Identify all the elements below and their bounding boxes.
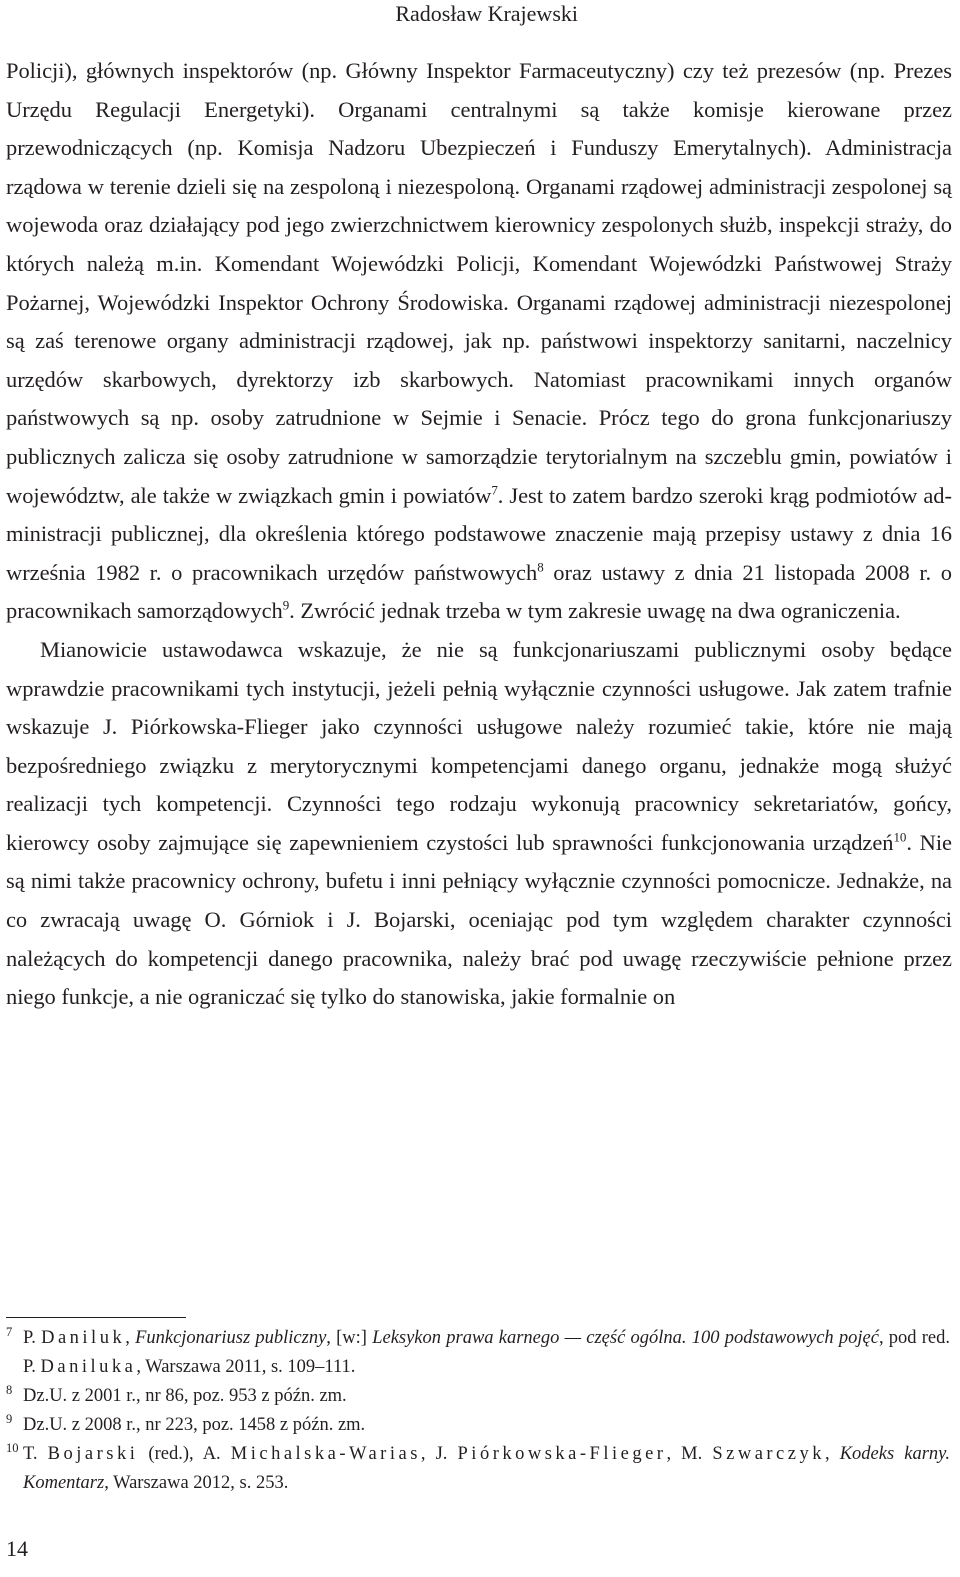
paragraph-1-text-a: Policji), głównych inspektorów (np. Główny Inspektor Farmaceutyczny) czy też prezesów (np. Prezes Urzędu Regulacji Energetyki). Organami centralnymi są także komisje kierowane przez przewodniczących (np. Komisja Nadzoru Ubezpieczeń i Funduszy Emerytalnych). Administracja rządowa w terenie dzieli się na zespoloną i niezespoloną. Organami rządowej administracji zespolonej są wojewoda oraz działający pod jego zwierzchnictwem kierownicy zespolonych służb, inspekcji straży, do których należą m.in. Komendant Wojewódzki Policji, Komendant Wojewódzki Państwowej Straży Pożarnej, Wojewódzki Inspektor Ochrony Środowiska. Organami rządowej administracji niezespolonej są zaś terenowe organy administracji rządowej, jak np. państwowi inspektorzy sanitarni, naczelnicy urzędów skarbowych, dyrektorzy izb skarbowych. Natomiast pracownikami innych organów państwowych są np. osoby zatrudnione w Sejmie i Senacie. Prócz tego do grona funkcjonariuszy publicznych zalicza się osoby zatrudnione w samorządzie terytorialnym na szczeblu gmin, powiatów i województw, ale także w związkach gmin i powiatów	[6, 58, 952, 508]
paragraph-1-text-b: . Jest to zatem bardzo szeroki krąg podmiotów administracji publicznej, dla określenia którego podstawowe znaczenie mają przepisy ustawy z dnia 16 września 1982 r. o pracownikach urzędów państwowych	[6, 482, 952, 585]
footnote-author: Daniluk	[41, 1328, 126, 1348]
page-number: 14	[6, 1536, 28, 1561]
footnote-text: , J.	[420, 1444, 458, 1464]
footnote-author: Michalska-Warias	[230, 1444, 421, 1464]
running-head: Radosław Krajewski	[395, 1, 578, 26]
footnote-ref-9: 9	[282, 597, 290, 613]
paragraph-1	[6, 52, 952, 631]
footnote-text: , M.	[666, 1444, 713, 1464]
footnotes	[6, 1324, 950, 1498]
paragraph-1-text-c: oraz ustawy z dnia 21 listopada 2008 r. o pracownikach samorządowych	[6, 559, 952, 624]
paragraph-2	[6, 631, 952, 1017]
footnote-title: Funkcjonariusz publiczny	[135, 1328, 327, 1348]
footnote-text: , [w:]	[326, 1328, 373, 1348]
footnote-9	[6, 1411, 950, 1440]
footnote-author: Daniluka	[40, 1357, 137, 1377]
footnote-title: Kodeks karny. Komentarz	[23, 1444, 950, 1493]
footnote-number: 10	[6, 1441, 19, 1455]
paragraph-1-text-d: . Zwrócić jednak trzeba w tym zakresie uwagę na dwa ograniczenia.	[289, 598, 901, 624]
main-text	[6, 52, 952, 1017]
footnote-author: Piórkowska-Flieger	[457, 1444, 667, 1464]
footnote-text: P.	[23, 1328, 42, 1348]
footnote-author: Bojarski	[47, 1444, 139, 1464]
footnote-title: Leksykon prawa karnego — część ogólna. 100 podstawowych pojęć	[372, 1328, 879, 1348]
footnote-text: , Warszawa 2011, s. 109–111.	[136, 1357, 356, 1377]
footnote-text: ,	[824, 1444, 840, 1464]
paragraph-2-text-b: . Nie są nimi także pracownicy ochrony, bufetu i inni pełniący wyłącznie czynności pomocnicze. Jednakże, na co zwracają uwagę O. Górniok i J. Bojarski, oceniając pod tym względem charakter czynności należących do kompetencji danego pracownika, należy brać pod uwagę rzeczywiście pełnione przez niego funkcje, a nie ograniczać się tylko do stanowiska, jakie formalnie on	[6, 829, 952, 1010]
footnote-ref-10: 10	[893, 829, 907, 845]
footnote-10	[6, 1440, 950, 1498]
footnote-7	[6, 1324, 950, 1382]
footnote-number: 9	[6, 1412, 13, 1426]
footnote-ref-7: 7	[491, 482, 498, 498]
footnote-text: T.	[23, 1444, 48, 1464]
footnote-text: Dz.U. z 2008 r., nr 223, poz. 1458 z późn. zm.	[23, 1415, 366, 1435]
footnote-divider	[6, 1317, 186, 1318]
footnote-8	[6, 1382, 950, 1411]
footnote-text: Dz.U. z 2001 r., nr 86, poz. 953 z późn. zm.	[23, 1386, 347, 1406]
footnote-number: 8	[6, 1383, 13, 1397]
footnote-ref-8: 8	[537, 559, 544, 575]
footnote-text: , pod red. P.	[23, 1328, 951, 1377]
footnote-author: Szwarczyk	[712, 1444, 825, 1464]
footnote-text: , Warszawa 2012, s. 253.	[104, 1473, 289, 1493]
paragraph-2-text-a: Mianowicie ustawodawca wskazuje, że nie są funkcjonariuszami publicznymi osoby będące wprawdzie pracownikami tych instytucji, jeżeli pełnią wyłącznie czynności usługowe. Jak zatem trafnie wskazuje J. Piórkowska-Flieger jako czynności usługowe należy rozumieć takie, które nie mają bezpośredniego związku z merytorycznymi kompetencjami danego organu, jednakże mogą służyć realizacji tych kompetencji. Czynności tego rodzaju wykonują pracownicy sekretariatów, gońcy, kierowcy osoby zajmujące się zapewnieniem czystości lub sprawności funkcjonowania urządzeń	[6, 636, 952, 855]
footnote-text: (red.), A.	[138, 1444, 231, 1464]
footnote-number: 7	[6, 1325, 13, 1339]
footnote-text: ,	[125, 1328, 136, 1348]
